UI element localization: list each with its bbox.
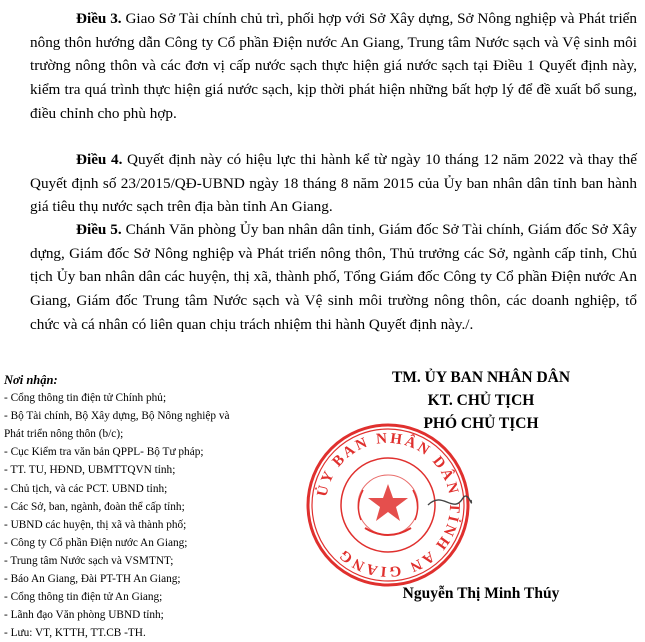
article-5-text: Chánh Văn phòng Ủy ban nhân dân tỉnh, Giám đốc Sở Tài chính, Giám đốc Sở Xây dựng, Giám đốc Sở Nông nghiệp và Phát triển nông thôn, Thủ trưởng các Sở, ngành cấp tỉnh, Chủ tịch Ủy ban nhân dân các huyện, thị xã, thành phố, Tổng Giám đốc Công ty Cổ phần Điện nước An Giang, Giám đốc Trung tâm Nước sạch và Vệ sinh môi trường nông thôn, các doanh nghiệp, tổ chức và cá nhân có liên quan chịu trách nhiệm thi hành Quyết định này./. bbox=[30, 221, 637, 333]
recipient-line: - Trung tâm Nước sạch và VSMTNT; bbox=[4, 554, 174, 567]
article-4-text: Quyết định này có hiệu lực thi hành kể từ ngày 10 tháng 12 năm 2022 và thay thế Quyết định số 23/2015/QĐ-UBND ngày 18 tháng 8 năm 2015 của Ủy ban nhân dân tỉnh ban hành giá tiêu thụ nước sạch trên địa bàn tỉnh An Giang. bbox=[30, 151, 638, 216]
signature-title-2: KT. CHỦ TỊCH bbox=[427, 392, 535, 409]
recipients-block bbox=[4, 371, 304, 642]
recipient-line: - Cục Kiểm tra văn bản QPPL- Bộ Tư pháp; bbox=[4, 446, 204, 459]
recipient-line: - Báo An Giang, Đài PT-TH An Giang; bbox=[4, 573, 181, 586]
article-3-text: Giao Sở Tài chính chủ trì, phối hợp với Sở Xây dựng, Sở Nông nghiệp và Phát triển nông thôn hướng dẫn Công ty Cổ phần Điện nước An Giang, Trung tâm Nước sạch và Vệ sinh môi trường nông thôn và các đơn vị cấp nước sạch thực hiện giá nước sạch tại Điều 1 Quyết định này, kiểm tra quá trình thực hiện giá nước sạch, kịp thời phát hiện những bất hợp lý để đề xuất bổ sung, điều chỉnh cho phù hợp. bbox=[30, 10, 638, 122]
recipient-line: Phát triển nông thôn (b/c); bbox=[4, 428, 124, 441]
article-5 bbox=[30, 218, 637, 337]
recipient-line: - Các Sở, ban, ngành, đoàn thể cấp tỉnh; bbox=[4, 500, 185, 513]
article-4-label: Điều 4. bbox=[76, 151, 123, 168]
recipients-title: Nơi nhận: bbox=[4, 373, 58, 387]
svg-text:ỦY BAN NHÂN DÂN TỈNH AN GIANG: ỦY BAN NHÂN DÂN TỈNH AN GIANG bbox=[314, 430, 463, 580]
recipient-line: - TT. TU, HĐND, UBMTTQVN tỉnh; bbox=[4, 464, 176, 477]
recipient-line: - Lãnh đạo Văn phòng UBND tỉnh; bbox=[4, 609, 164, 622]
recipient-line: - Cổng thông tin điện tử Chính phủ; bbox=[4, 392, 167, 405]
recipient-line: - UBND các huyện, thị xã và thành phố; bbox=[4, 518, 187, 531]
recipient-line: - Bộ Tài chính, Bộ Xây dựng, Bộ Nông nghiệp và bbox=[4, 410, 230, 423]
article-5-label: Điều 5. bbox=[76, 221, 122, 238]
article-3 bbox=[30, 7, 637, 126]
recipient-line: - Chủ tịch, và các PCT. UBND tỉnh; bbox=[4, 482, 168, 495]
signature-title-3: PHÓ CHỦ TỊCH bbox=[423, 415, 539, 432]
signature-title-1: TM. ỦY BAN NHÂN DÂN bbox=[391, 369, 571, 386]
article-3-label: Điều 3. bbox=[76, 10, 122, 27]
recipient-line: - Công ty Cổ phần Điện nước An Giang; bbox=[4, 536, 188, 549]
recipient-line: - Cổng thông tin điện tử An Giang; bbox=[4, 591, 163, 604]
article-4 bbox=[30, 148, 637, 219]
signer-name: Nguyễn Thị Minh Thúy bbox=[402, 585, 560, 602]
recipient-line: - Lưu: VT, KTTH, TT.CB -TH. bbox=[4, 627, 146, 640]
official-seal-icon bbox=[303, 420, 473, 590]
